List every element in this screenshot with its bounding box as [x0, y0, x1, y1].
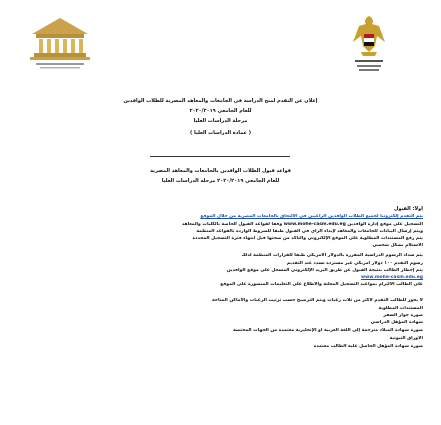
- paragraph-line: شهادة المؤهل الدراسي: [370, 320, 423, 325]
- paragraph-line: ويتم إرسال البيانات للجامعات والمعاهد لإبداء الرأي في القبول طبقاً للشروط الواردة بالقواعد المنظمة: [196, 229, 423, 234]
- paragraph-line: يتم رفع المستندات المطلوبة على الموقع الإلكتروني والتأكد من صحتها قبل انتهاء فترة التسجيل المحددة: [192, 236, 423, 241]
- website-link[interactable]: www.mohe-casm.edu.eg: [360, 275, 423, 280]
- paragraph-line: المستندات المطلوبة: [378, 306, 423, 311]
- eagle-emblem-icon: [347, 12, 391, 74]
- header-line-4: ( عمادة الدراسات العليا ): [190, 130, 251, 136]
- ministry-emblem: [347, 12, 391, 74]
- building-logo-icon: [26, 10, 94, 72]
- paragraph-line: رسوم التقدم ١٠٠ دولار أمريكي غير مستردة تسدد عند التقديم: [286, 261, 423, 266]
- paragraph-line: لا يجوز للطالب التقدم لأكثر من ثلاث رغبات ويتم الترشيح حسب ترتيب الرغبات والأماكن المتاحة: [212, 298, 423, 303]
- divider: [150, 156, 290, 157]
- paragraph-line: صورة شهادة المؤهل الحاصل عليه الطالب معتمدة: [313, 344, 423, 349]
- highlight-line: يتم التقدم إلكترونياً لجميع الطلاب الوافدين الراغبين في الالتحاق بالجامعات المصرية من خلال الموقع: [200, 214, 423, 219]
- university-logo: [26, 10, 94, 72]
- paragraph-line: الاستلام بشكل شخصي: [372, 243, 423, 248]
- paragraph-line: يتم إخطار الطالب بنتيجة القبول عن طريق البريد الإلكتروني المسجل على موقع الوافدين: [226, 268, 423, 273]
- paragraph-line: صورة جواز السفر: [383, 313, 423, 318]
- subtitle-line-2: للعام الجامعي ٢٠٢٠/٢٠١٩ مرحلة الدراسات العليا: [161, 178, 280, 184]
- header-line-3: مرحلة الدراسات العليا: [193, 118, 248, 124]
- paragraph-line: الأوراق الثبوتية: [389, 336, 423, 341]
- subtitle-line-1: قواعد قبول الطلاب الوافدين بالجامعات والمعاهد المصرية: [150, 168, 291, 174]
- paragraph-line: صورة شهادة الميلاد مترجمة إلى اللغة العربية أو الإنجليزية معتمدة من الجهات المختصة: [233, 328, 423, 333]
- header-line-2: للعام الجامعي ٢٠٢٠/٢٠١٩: [189, 108, 252, 114]
- header-line-1: إعلان عن التقدم لمنح الدراسة في الجامعات والمعاهد المصرية للطلاب الوافدين: [123, 98, 318, 104]
- paragraph-line: يتم سداد الرسوم الدراسية المقررة بالدولار الأمريكي طبقاً للقرارات المنظمة لذلك: [241, 253, 423, 258]
- section-heading: أولاً: القبول: [394, 206, 423, 212]
- paragraph-line: التسجيل على موقع إدارة الوافدين www.mohe-casm.edu.eg وفقاً لقواعد القبول الخاصة بالكليات والمعاهد: [181, 222, 423, 227]
- paragraph-line: على الطالب الالتزام بمواعيد التسجيل المعلنة والاطلاع على التعليمات المنشورة على الموقع: [220, 282, 423, 287]
